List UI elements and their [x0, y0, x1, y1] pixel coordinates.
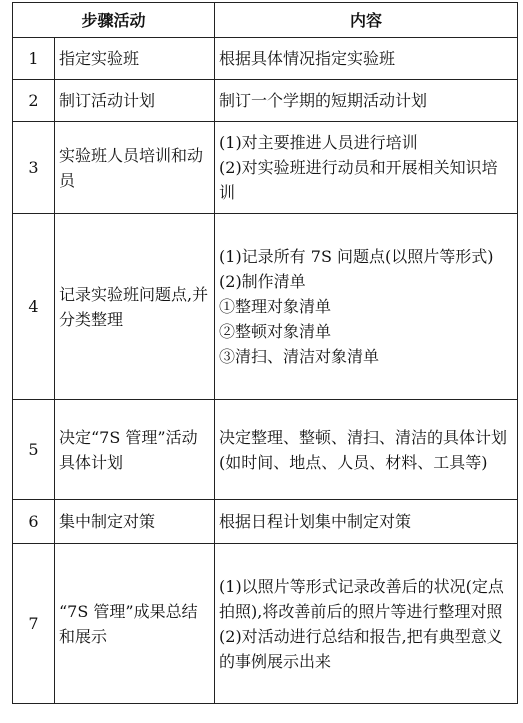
row-step: 指定实验班: [55, 38, 215, 80]
content-line: (1)以照片等形式记录改善后的状况(定点拍照),将改善前后的照片等进行整理对照: [219, 576, 504, 621]
content-line: 根据具体情况指定实验班: [219, 49, 396, 68]
row-content: [215, 38, 518, 80]
header-content: 内容: [215, 3, 518, 38]
row-step: 实验班人员培训和动员: [55, 122, 215, 214]
row-step: 记录实验班问题点,并分类整理: [55, 214, 215, 400]
content-line: (2)对实验班进行动员和开展相关知识培训: [219, 158, 498, 202]
row-number: 4: [13, 214, 55, 400]
row-step: “7S 管理”成果总结和展示: [55, 544, 215, 704]
table-row: [13, 122, 518, 214]
header-step: 步骤活动: [13, 3, 215, 38]
table-row: [13, 544, 518, 704]
row-content: [215, 544, 518, 704]
row-number: 5: [13, 400, 55, 500]
steps-table: [12, 2, 518, 704]
table-row: [13, 500, 518, 544]
content-line: ①整理对象清单: [219, 297, 332, 316]
row-number: 3: [13, 122, 55, 214]
content-line: ③清扫、清洁对象清单: [219, 347, 380, 366]
content-line: 根据日程计划集中制定对策: [219, 512, 412, 531]
content-line: 制订一个学期的短期活动计划: [219, 91, 428, 110]
content-line: 决定整理、整顿、清扫、清洁的具体计划(如时间、地点、人员、材料、工具等): [219, 427, 508, 472]
row-step: 决定“7S 管理”活动具体计划: [55, 400, 215, 500]
content-line: (1)记录所有 7S 问题点(以照片等形式): [219, 247, 494, 266]
table-row: [13, 400, 518, 500]
row-step: 集中制定对策: [55, 500, 215, 544]
content-line: (2)制作清单: [219, 272, 306, 291]
table-row: [13, 80, 518, 122]
row-content: [215, 214, 518, 400]
row-content: [215, 80, 518, 122]
row-number: 1: [13, 38, 55, 80]
row-content: [215, 500, 518, 544]
row-content: [215, 122, 518, 214]
row-number: 6: [13, 500, 55, 544]
content-line: (2)对活动进行总结和报告,把有典型意义的事例展示出来: [219, 626, 503, 671]
content-line: (1)对主要推进人员进行培训: [219, 133, 418, 152]
row-step: 制订活动计划: [55, 80, 215, 122]
table-row: [13, 214, 518, 400]
content-line: ②整顿对象清单: [219, 322, 332, 341]
row-content: [215, 400, 518, 500]
row-number: 2: [13, 80, 55, 122]
row-number: 7: [13, 544, 55, 704]
table-row: [13, 38, 518, 80]
table-header-row: [13, 3, 518, 38]
